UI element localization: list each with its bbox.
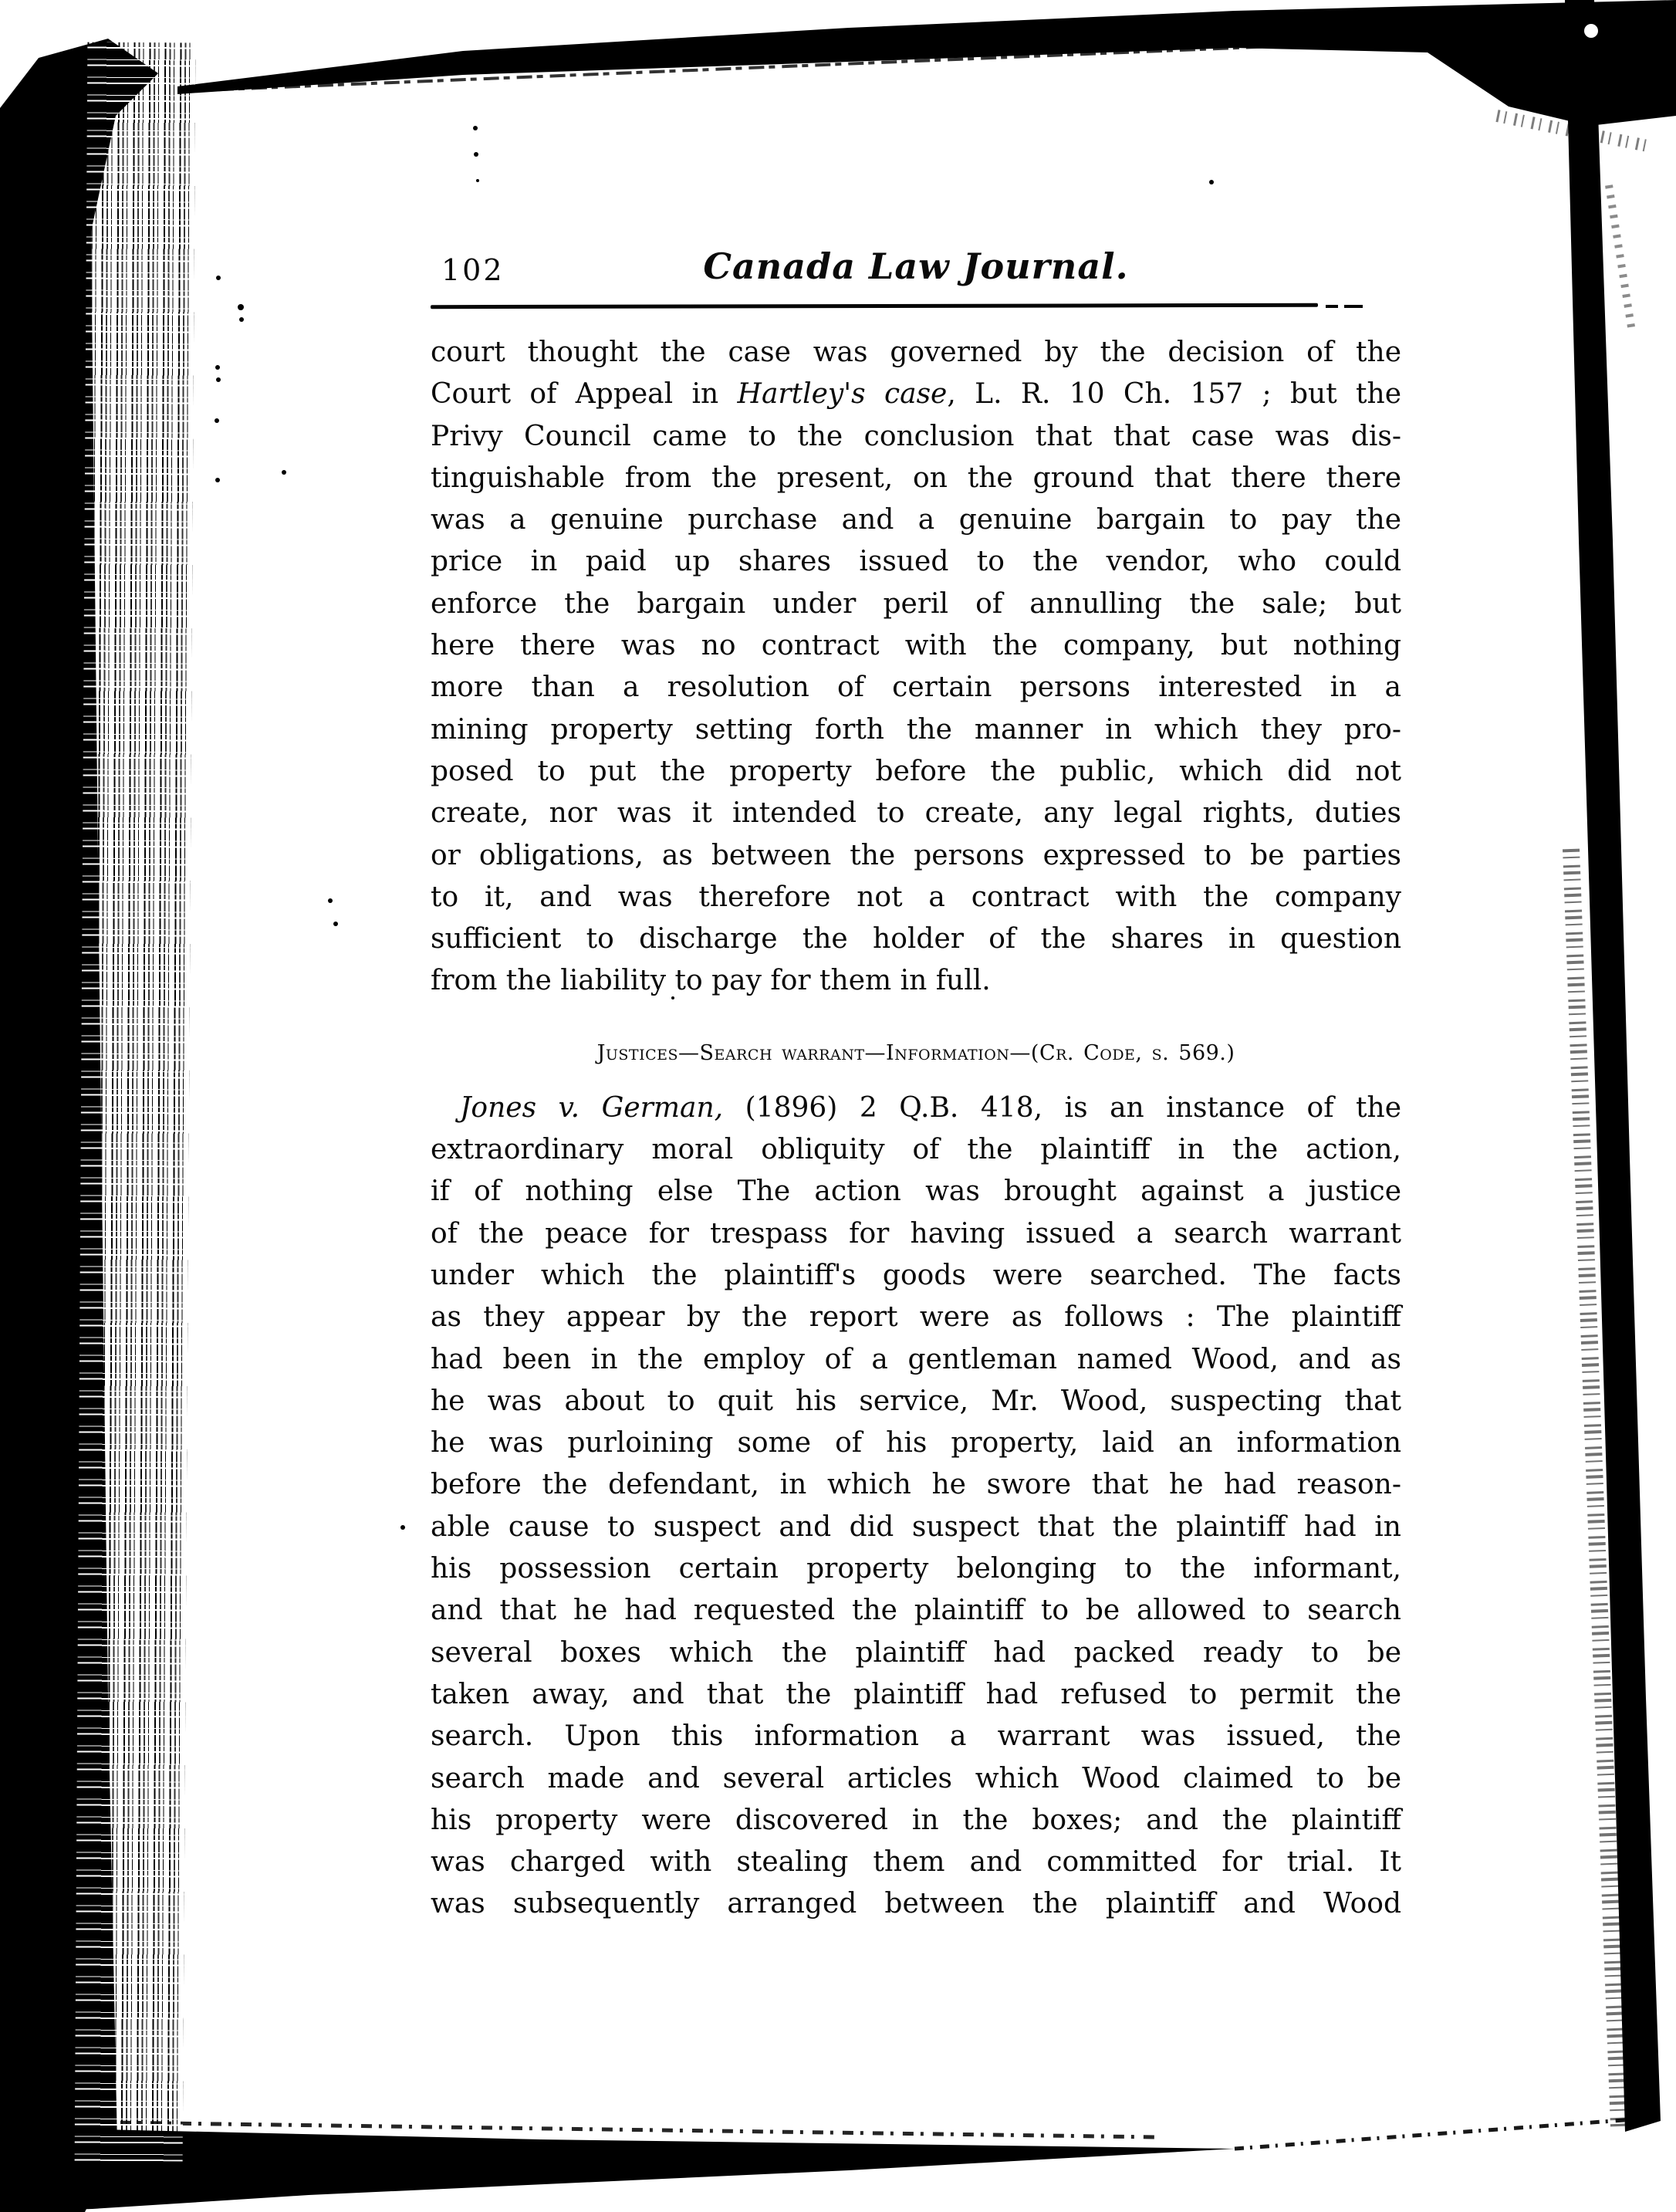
text-line [431, 1674, 1401, 1716]
text-segment: search. Upon this information a warrant was issued, the [431, 1720, 1401, 1753]
case-citation: Hartley's case [737, 378, 948, 411]
text-line [431, 332, 1401, 374]
text-line [431, 960, 1401, 1002]
text-line [431, 1381, 1401, 1422]
text-segment: or obligations, as between the persons expressed to be parties [431, 839, 1401, 871]
text-segment: more than a resolution of certain persons interested in a [431, 671, 1401, 704]
header-rule-dash [1326, 305, 1338, 308]
text-segment: had been in the employ of a gentleman named Wood, and as [431, 1343, 1401, 1375]
text-line [431, 1507, 1401, 1548]
text-segment: his property were discovered in the boxes; and the plaintiff [431, 1804, 1401, 1836]
text-line [431, 1339, 1401, 1381]
text-segment: as they appear by the report were as follows : The plaintiff [431, 1301, 1401, 1334]
text-segment: price in paid up shares issued to the vendor, who could [431, 546, 1401, 578]
text-segment: search made and several articles which Wood claimed to be [431, 1762, 1401, 1794]
page-header [431, 245, 1401, 304]
text-line [431, 751, 1401, 793]
text-line [431, 1800, 1401, 1842]
right-edge-shadow [1565, 0, 1661, 2132]
page-number: 102 [441, 253, 505, 287]
text-line [431, 877, 1401, 918]
text-line [431, 1883, 1401, 1925]
text-line [431, 667, 1401, 709]
text-segment: before the defendant, in which he swore that he had reason- [431, 1469, 1401, 1501]
text-line [431, 1213, 1401, 1255]
text-segment: able cause to suspect and did suspect that the plaintiff had in [431, 1510, 1401, 1543]
text-segment: posed to put the property before the public, which did not [431, 755, 1401, 787]
text-segment: mining property setting forth the manner in which they pro- [431, 713, 1401, 746]
text-segment: under which the plaintiff's goods were searched. The facts [431, 1259, 1401, 1291]
text-segment: to it, and was therefore not a contract with the company [431, 881, 1401, 913]
header-rule-dash [1344, 305, 1363, 308]
text-line [431, 416, 1401, 458]
text-line [431, 1842, 1401, 1883]
text-segment: he was about to quit his service, Mr. Wood, suspecting that [431, 1385, 1401, 1417]
text-line [431, 918, 1401, 960]
text-segment: court thought the case was governed by the decision of the [431, 337, 1401, 368]
bottom-edge-shadow [0, 2127, 1235, 2212]
text-line [431, 583, 1401, 625]
text-line [431, 1422, 1401, 1464]
page-content [431, 245, 1401, 1926]
text-line [431, 793, 1401, 834]
book-gutter-texture [75, 42, 196, 2162]
text-line [431, 1297, 1401, 1338]
text-segment: was charged with stealing them and committed for trial. It [431, 1846, 1401, 1879]
text-segment: extraordinary moral obliquity of the plaintiff in the action, [431, 1134, 1401, 1166]
text-segment: tinguishable from the present, on the ground that there there [431, 462, 1401, 494]
text-line [431, 625, 1401, 667]
text-segment: was subsequently arranged between the plaintiff and Wood [431, 1888, 1401, 1920]
text-line [431, 1548, 1401, 1590]
text-line [431, 1590, 1401, 1632]
text-segment: create, nor was it intended to create, any legal rights, duties [431, 797, 1401, 830]
text-segment: sufficient to discharge the holder of the shares in question [431, 923, 1401, 955]
text-segment: Court of Appeal in [431, 378, 738, 411]
text-segment: (1896) 2 Q.B. 418, is an instance of the [723, 1091, 1401, 1124]
header-rule [431, 304, 1401, 309]
text-line [431, 835, 1401, 877]
text-line [431, 1632, 1401, 1674]
text-segment: of the peace for trespass for having issued a search warrant [431, 1217, 1401, 1250]
journal-title: Canada Law Journal. [703, 245, 1129, 287]
text-segment: enforce the bargain under peril of annulling the sale; but [431, 587, 1401, 620]
text-line [431, 1171, 1401, 1213]
text-line [431, 1758, 1401, 1800]
case-note-paragraph-2 [431, 1087, 1401, 1926]
text-line [431, 1255, 1401, 1297]
text-segment: and that he had requested the plaintiff to be allowed to search [431, 1595, 1401, 1627]
text-line [431, 499, 1401, 541]
text-line [431, 709, 1401, 751]
top-edge-shadow [177, 0, 1676, 126]
text-line [431, 1464, 1401, 1506]
text-line [431, 458, 1401, 499]
text-segment: several boxes which the plaintiff had packed ready to be [431, 1636, 1401, 1669]
header-rule-bar [431, 303, 1318, 309]
text-line [431, 1129, 1401, 1171]
text-segment: he was purloining some of his property, laid an information [431, 1427, 1401, 1459]
text-segment: , L. R. 10 Ch. 157 ; but the [947, 378, 1401, 411]
section-heading: Justices—Search warrant—Information—(Cr. Code, s. 569.) [596, 1040, 1235, 1065]
text-segment: if of nothing else The action was brought against a justice [431, 1175, 1401, 1208]
text-segment: taken away, and that the plaintiff had refused to permit the [431, 1678, 1401, 1710]
text-segment: Privy Council came to the conclusion that that case was dis- [431, 420, 1401, 452]
case-note-paragraph-1 [431, 332, 1401, 1003]
text-segment: was a genuine purchase and a genuine bargain to pay the [431, 504, 1401, 536]
text-segment: his possession certain property belonging to the informant, [431, 1553, 1401, 1585]
text-line [431, 541, 1401, 583]
text-line [431, 1716, 1401, 1757]
case-citation: Jones v. German, [460, 1091, 724, 1124]
text-segment: here there was no contract with the company, but nothing [431, 630, 1401, 662]
text-segment: from the liability to pay for them in full. [431, 965, 991, 997]
text-line [431, 374, 1401, 415]
text-line [431, 1087, 1401, 1129]
